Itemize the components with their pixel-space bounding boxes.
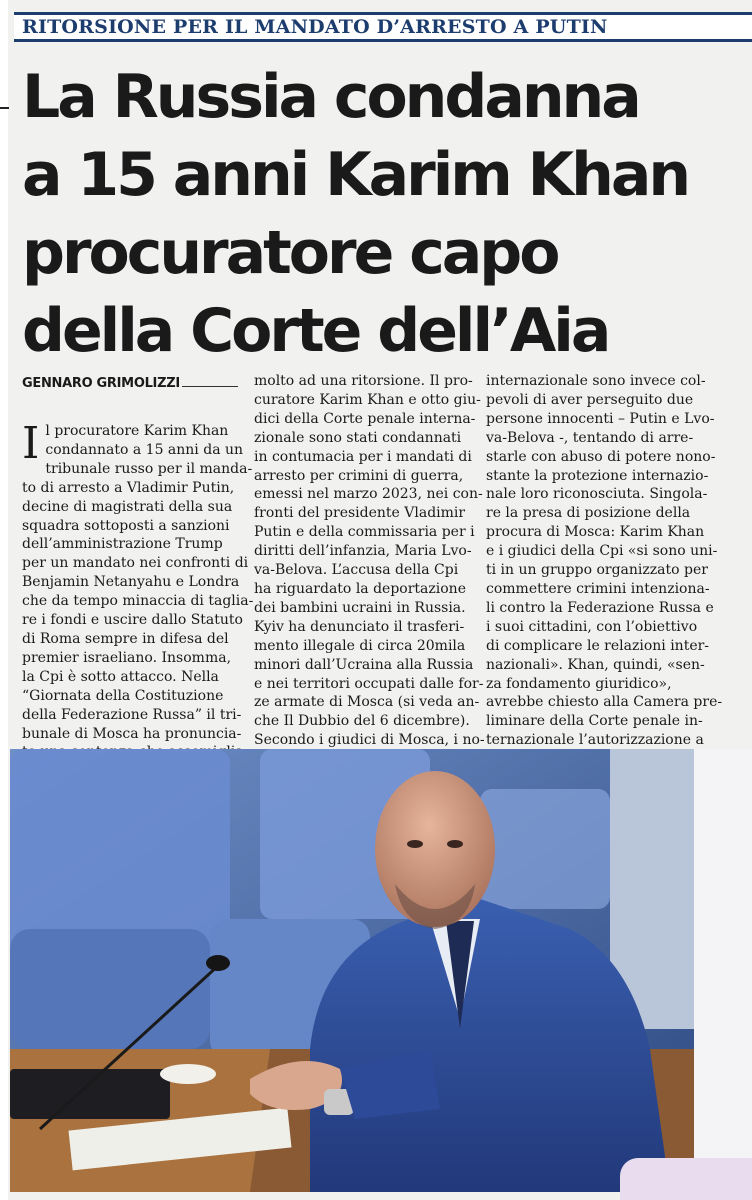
article-line: squadra sottoposti a sanzioni xyxy=(22,517,230,534)
byline: GENNARO GRIMOLIZZI xyxy=(22,376,180,391)
article-line: zionale sono stati condannati xyxy=(254,429,462,446)
page-corner xyxy=(620,1158,752,1200)
headline-line-3: procuratore capo xyxy=(22,218,558,288)
article-column-1 xyxy=(22,418,254,762)
article-line: emessi nel marzo 2023, nei con- xyxy=(254,486,483,503)
headline-line-2: a 15 anni Karim Khan xyxy=(22,140,689,210)
article-line: che Il Dubbio del 6 dicembre). xyxy=(254,713,470,730)
article-line: condannato a 15 anni da un xyxy=(45,441,244,458)
photo-karim-khan xyxy=(10,749,694,1192)
article-line: l procuratore Karim Khan xyxy=(45,423,229,439)
article-line: li contro la Federazione Russa e xyxy=(486,599,714,616)
article-line: in contumacia per i mandati di xyxy=(254,448,472,465)
article-line: “Giornata della Costituzione xyxy=(22,687,224,704)
headline-line-4: della Corte dell’Aia xyxy=(22,296,609,366)
article-line: mento illegale di circa 20mila xyxy=(254,637,466,654)
article-line: avrebbe chiesto alla Camera pre- xyxy=(486,694,723,711)
article-line: dei bambini ucraini in Russia. xyxy=(254,599,466,616)
article-line: diritti dell’infanzia, Maria Lvo- xyxy=(254,543,472,560)
headline-line-1: La Russia condanna xyxy=(22,62,639,132)
article-line: pevoli di aver perseguito due xyxy=(486,391,694,408)
article-line: dici della Corte penale interna- xyxy=(254,410,476,427)
article-line: la Cpi è sotto attacco. Nella xyxy=(22,668,219,685)
article-line: za fondamento giuridico», xyxy=(486,675,672,692)
article-line: ti in un gruppo organizzato per xyxy=(486,562,708,579)
article-line: Putin e della commissaria per i xyxy=(254,524,475,541)
article-line: e i giudici della Cpi «si sono uni- xyxy=(486,543,718,560)
article-line: nazionali». Khan, quindi, «sen- xyxy=(486,656,705,673)
article-line: va-Belova -, tentando di arre- xyxy=(486,429,694,446)
article-photo xyxy=(10,749,694,1192)
drop-cap: I xyxy=(22,418,40,469)
article-line: persone innocenti – Putin e Lvo- xyxy=(486,410,715,427)
article-line: commettere crimini intenziona- xyxy=(486,580,710,597)
article-line: internazionale sono invece col- xyxy=(486,373,706,389)
article-line: arresto per crimini di guerra, xyxy=(254,467,464,484)
article-line: liminare della Corte penale in- xyxy=(486,713,703,730)
article-line: di Roma sempre in difesa del xyxy=(22,630,229,647)
article-column-2 xyxy=(254,372,485,769)
article-line: Kyiv ha denunciato il trasferi- xyxy=(254,618,465,635)
article-column-3 xyxy=(486,372,723,769)
article-line: premier israeliano. Insomma, xyxy=(22,649,232,666)
article-line: procura di Mosca: Karim Khan xyxy=(486,524,705,541)
article-line: di complicare le relazioni inter- xyxy=(486,637,710,654)
article-line: per un mandato nei confronti di xyxy=(22,555,249,572)
page-gutter xyxy=(694,749,752,1169)
article-line: nale loro riconosciuta. Singola- xyxy=(486,486,708,503)
article-line: re la presa di posizione della xyxy=(486,505,691,522)
article-line: curatore Karim Khan e otto giu- xyxy=(254,391,481,408)
article-line: fronti del presidente Vladimir xyxy=(254,505,466,522)
article-line: Secondo i giudici di Mosca, i no- xyxy=(254,732,485,749)
article-line: ha riguardato la deportazione xyxy=(254,580,466,597)
article-line: minori dall’Ucraina alla Russia xyxy=(254,656,474,673)
article-line: che da tempo minaccia di taglia- xyxy=(22,593,254,610)
article-line: re i fondi e uscire dallo Statuto xyxy=(22,612,243,629)
article-line: della Federazione Russa” il tri- xyxy=(22,706,242,723)
article-line: ternazionale l’autorizzazione a xyxy=(486,732,704,749)
article-line: tribunale russo per il manda- xyxy=(45,460,253,477)
article-line: molto ad una ritorsione. Il pro- xyxy=(254,373,473,389)
article-line: to di arresto a Vladimir Putin, xyxy=(22,479,235,496)
article-line: decine di magistrati della sua xyxy=(22,498,233,515)
article-line: i suoi cittadini, con l’obiettivo xyxy=(486,618,698,635)
article-line: e nei territori occupati dalle for- xyxy=(254,675,484,692)
margin-mark xyxy=(0,107,9,109)
article-line: va-Belova. L’accusa della Cpi xyxy=(254,562,459,579)
article-line: ze armate di Mosca (si veda an- xyxy=(254,694,480,711)
byline-rule xyxy=(182,386,238,387)
article-line: Benjamin Netanyahu e Londra xyxy=(22,574,240,591)
article-line: stante la protezione internazio- xyxy=(486,467,709,484)
article-line: starle con abuso di potere nono- xyxy=(486,448,716,465)
article-line: dell’amministrazione Trump xyxy=(22,536,223,553)
article-line: bunale di Mosca ha pronuncia- xyxy=(22,725,242,742)
section-kicker xyxy=(14,12,752,42)
kicker-text: RITORSIONE PER IL MANDATO D’ARRESTO A PUTIN xyxy=(22,16,608,38)
headline xyxy=(22,58,742,370)
